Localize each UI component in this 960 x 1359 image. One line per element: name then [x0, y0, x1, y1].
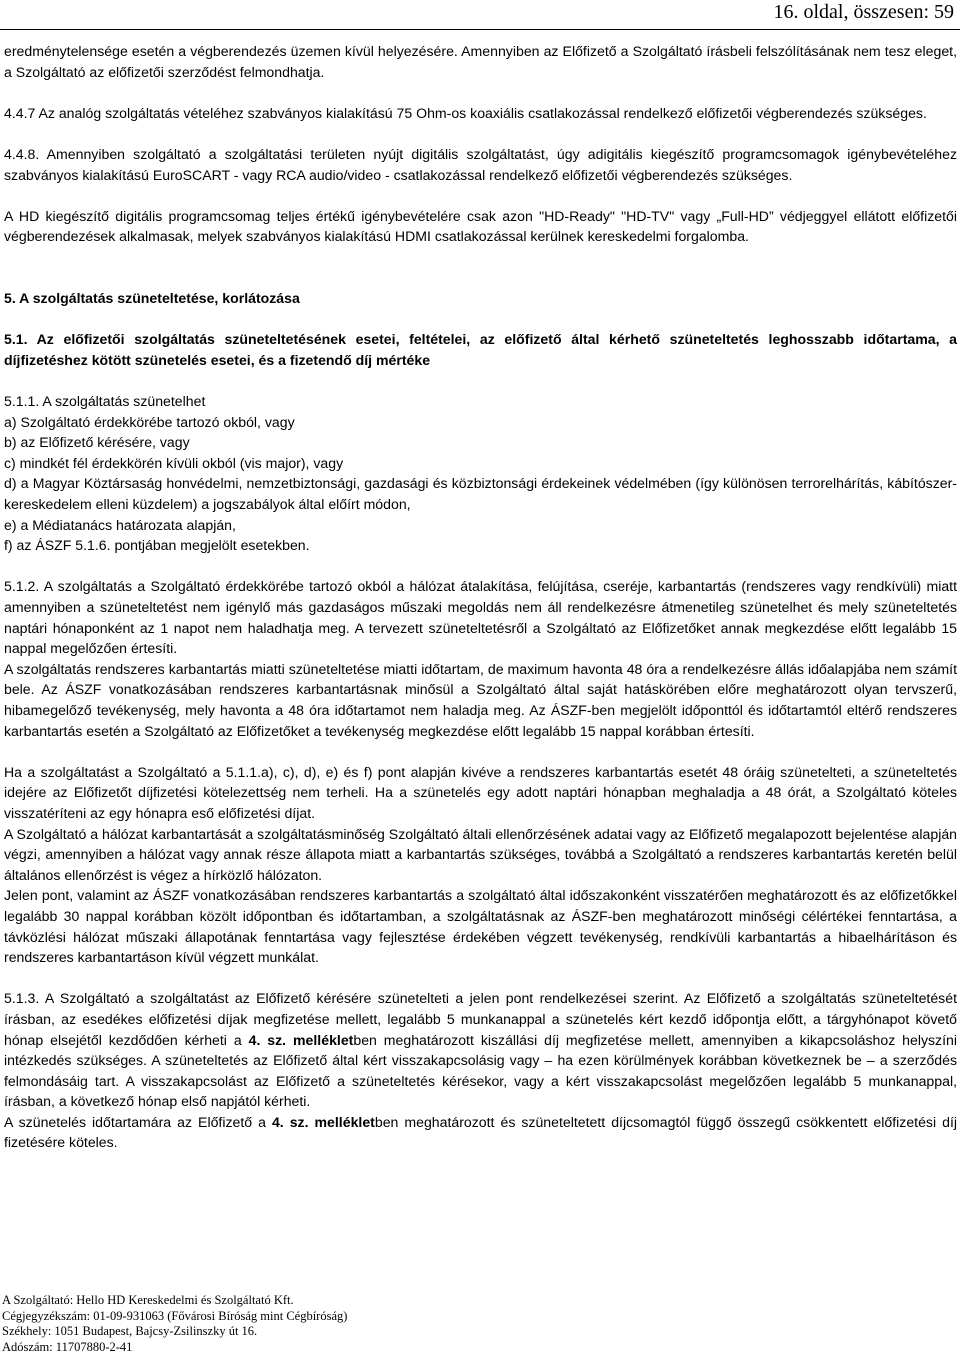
- section-heading-5: 5. A szolgáltatás szüneteltetése, korlátozása: [4, 290, 300, 307]
- footer-address: Székhely: 1051 Budapest, Bajcsy-Zsilinszky út 16.: [2, 1324, 258, 1339]
- page-number-header: 16. oldal, összesen: 59: [773, 1, 954, 23]
- list-item-a: a) Szolgáltató érdekkörébe tartozó okból, vagy: [4, 413, 295, 430]
- annex-reference: 4. sz. melléklet: [248, 1031, 354, 1048]
- paragraph-maintenance: A szolgáltatás rendszeres karbantartás miatti szüneteltetése miatti időtartam, de maximum havonta 48 óra a rendelkezésre állás időalapjába nem számít bele. Az ÁSZF vonatkozásában rendszeres karbantartásnak minősül a Szolgáltató által saját hatáskörében előre meghatározott olyan tervszerű, hibamegelőző tevékenység, mely havonta a 48 óra időtartamot nem haladja meg. Az ÁSZF-ben megjelölt időponttól és időtartamtól eltérő rendszeres karbantartás esetén a Szolgáltató az Előfizetőket a tevékenység megkezdése előtt legalább 15 nappal korábban értesíti.: [4, 660, 957, 739]
- paragraph-4-4-8: 4.4.8. Amennyiben szolgáltató a szolgáltatási területen nyújt digitális szolgáltatást, úgy adigitális kiegészítő programcsomagok igénybevételéhez szabványos kialakítású EuroSCART - vagy RCA audio/video - csatlakozással rendelkező előfizetői végberendezés szükséges.: [4, 145, 957, 183]
- list-item-f: f) az ÁSZF 5.1.6. pontjában megjelölt esetekben.: [4, 537, 310, 554]
- list-intro: 5.1.1. A szolgáltatás szünetelhet: [4, 393, 206, 410]
- paragraph-4-4-7: 4.4.7 Az analóg szolgáltatás vételéhez szabványos kialakítású 75 Ohm-os koaxiális csatlakozással rendelkező előfizetői végberendezés szükséges.: [4, 104, 927, 121]
- text-run: ben meghatározott és szüneteltetett díjcsomagtól függő összegű csökkentett előfizetési díj fizetésére köteles.: [4, 1113, 957, 1151]
- company-footer: [2, 1293, 347, 1355]
- footer-registry-number: Cégjegyzékszám: 01-09-931063 (Fővárosi Bíróság mint Cégbíróság): [2, 1308, 348, 1323]
- paragraph-reduced-fee: [4, 1112, 957, 1153]
- paragraph-5-1-3: [4, 988, 957, 1112]
- paragraph-regular-maintenance: Jelen pont, valamint az ÁSZF vonatkozásában rendszeres karbantartás a szolgáltató által időszakonként visszatérően meghatározott és az előfizetőkkel legalább 30 nappal korábban közölt időpontban és időtartamban, a szolgáltatásnak az ÁSZF-ben meghatározott minőségi célértékei fenntartása, a távközlési hálózat műszaki állapotának fenntartása vagy fejlesztése érdekében végzett tevékenység, rendkívüli karbantartás a hibaelhárításon és rendszeres karbantartáson kívül végzett munkálat.: [4, 887, 957, 966]
- list-item-d: d) a Magyar Köztársaság honvédelmi, nemzetbiztonsági, gazdasági és közbiztonsági érdekeinek védelmében (így különösen terrorelhárítás, kábítószer-kereskedelem elleni küzdelem) a jogszabályok által előírt módon,: [4, 475, 957, 513]
- footer-company-name: A Szolgáltató: Hello HD Kereskedelmi és Szolgáltató Kft.: [2, 1293, 294, 1307]
- list-item-c: c) mindkét fél érdekkörén kívüli okból (vis major), vagy: [4, 454, 344, 471]
- paragraph-hd-package: A HD kiegészítő digitális programcsomag teljes értékű igénybevételére csak azon "HD-Ready" "HD-TV" vagy „Full-HD” védjeggyel ellátott előfizetői végberendezések alkalmasak, melyek szabványos kialakítású HDMI csatlakozással kerülnek kereskedelmi forgalomba.: [4, 207, 957, 245]
- section-heading-5-1: 5.1. Az előfizetői szolgáltatás szüneteltetésének esetei, feltételei, az előfizető által kérhető szüneteltetés leghosszabb időtartama, a díjfizetéshez kötött szünetelés esetei, és a fizetendő díj mértéke: [4, 331, 957, 368]
- text-run: 5.1.3. A Szolgáltató a szolgáltatást az Előfizető kérésére szünetelteti a jelen pont rendelkezései szerint. Az Előfizető a szolgáltatás szüneteltetését írásban, az esedékes előfizetési díjak megfizetése mellett, legalább 5 munkanappal a szünetelés kért kezdő időpontja előtt, a tárgyhónapot követő hónap elsejétől kezdődően kérheti a: [4, 990, 957, 1048]
- footer-tax-number: Adószám: 11707880-2-41: [2, 1339, 133, 1354]
- list-item-b: b) az Előfizető kérésére, vagy: [4, 434, 190, 451]
- annex-reference: 4. sz. melléklet: [271, 1113, 375, 1130]
- text-run: ben meghatározott kiszállási díj megfizetése mellett, amennyiben a kikapcsoláshoz helyszíni intézkedés szükséges. A szüneteltetés az Előfizető által kért visszakapcsolásig vagy – ha ezen körülmények korábban következnek be – a szerződés felmondásáig tart. A visszakapcsolást az Előfizető a szüneteltetés kérésekor, vagy a kért visszakapcsolást megelőzően legalább 5 munkanappal, írásban, a következő hónap első napjától kérheti.: [4, 1031, 957, 1110]
- document-body: [4, 41, 957, 1153]
- list-item-e: e) a Médiatanács határozata alapján,: [4, 516, 236, 533]
- paragraph-5-1-2: 5.1.2. A szolgáltatás a Szolgáltató érdekkörébe tartozó okból a hálózat átalakítása, felújítása, cseréje, karbantartás (rendszeres vagy rendkívüli) miatt amennyiben a szüneteltetést nem igénylő más gazdaságos műszaki megoldás nem áll rendelkezésre átmenetileg szünetelhet és mely szüneteltetés naptári hónaponként az 1 napot nem haladhatja meg. A tervezett szüneteltetésről a Szolgáltató az Előfizetőket annak megkezdése előtt legalább 15 nappal megelőzően értesíti.: [4, 578, 957, 657]
- header-divider: [0, 29, 960, 30]
- text-run: A szünetelés időtartamára az Előfizető a: [4, 1113, 272, 1130]
- paragraph-network-maintenance: A Szolgáltató a hálózat karbantartását a szolgáltatásminőség Szolgáltató általi ellenőrzésének adatai vagy az Előfizető megalapozott bejelentése alapján végzi, amennyiben a hálózat vagy annak része állapota miatt a karbantartás szükséges, továbbá a Szolgáltató a rendszeres karbantartás keretén belül általános ellenőrzést is végez a hírközlő hálózaton.: [4, 825, 957, 883]
- paragraph-intro: eredménytelensége esetén a végberendezés üzemen kívül helyezésére. Amennyiben az Előfizető a Szolgáltató írásbeli felszólításának nem tesz eleget, a Szolgáltató az előfizetői szerződést felmondhatja.: [4, 43, 957, 80]
- paragraph-suspension-fees: Ha a szolgáltatást a Szolgáltató a 5.1.1.a), c), d), e) és f) pont alapján kivéve a rendszeres karbantartás esetét 48 óráig szünetelteti, a szüneteltetés idejére az Előfizetőt díjfizetési kötelezettség nem terheli. Ha a szünetelés egy adott naptári hónapban meghaladja a 48 órát, a Szolgáltató köteles visszatéríteni az egy hónapra eső előfizetési díjat.: [4, 763, 957, 821]
